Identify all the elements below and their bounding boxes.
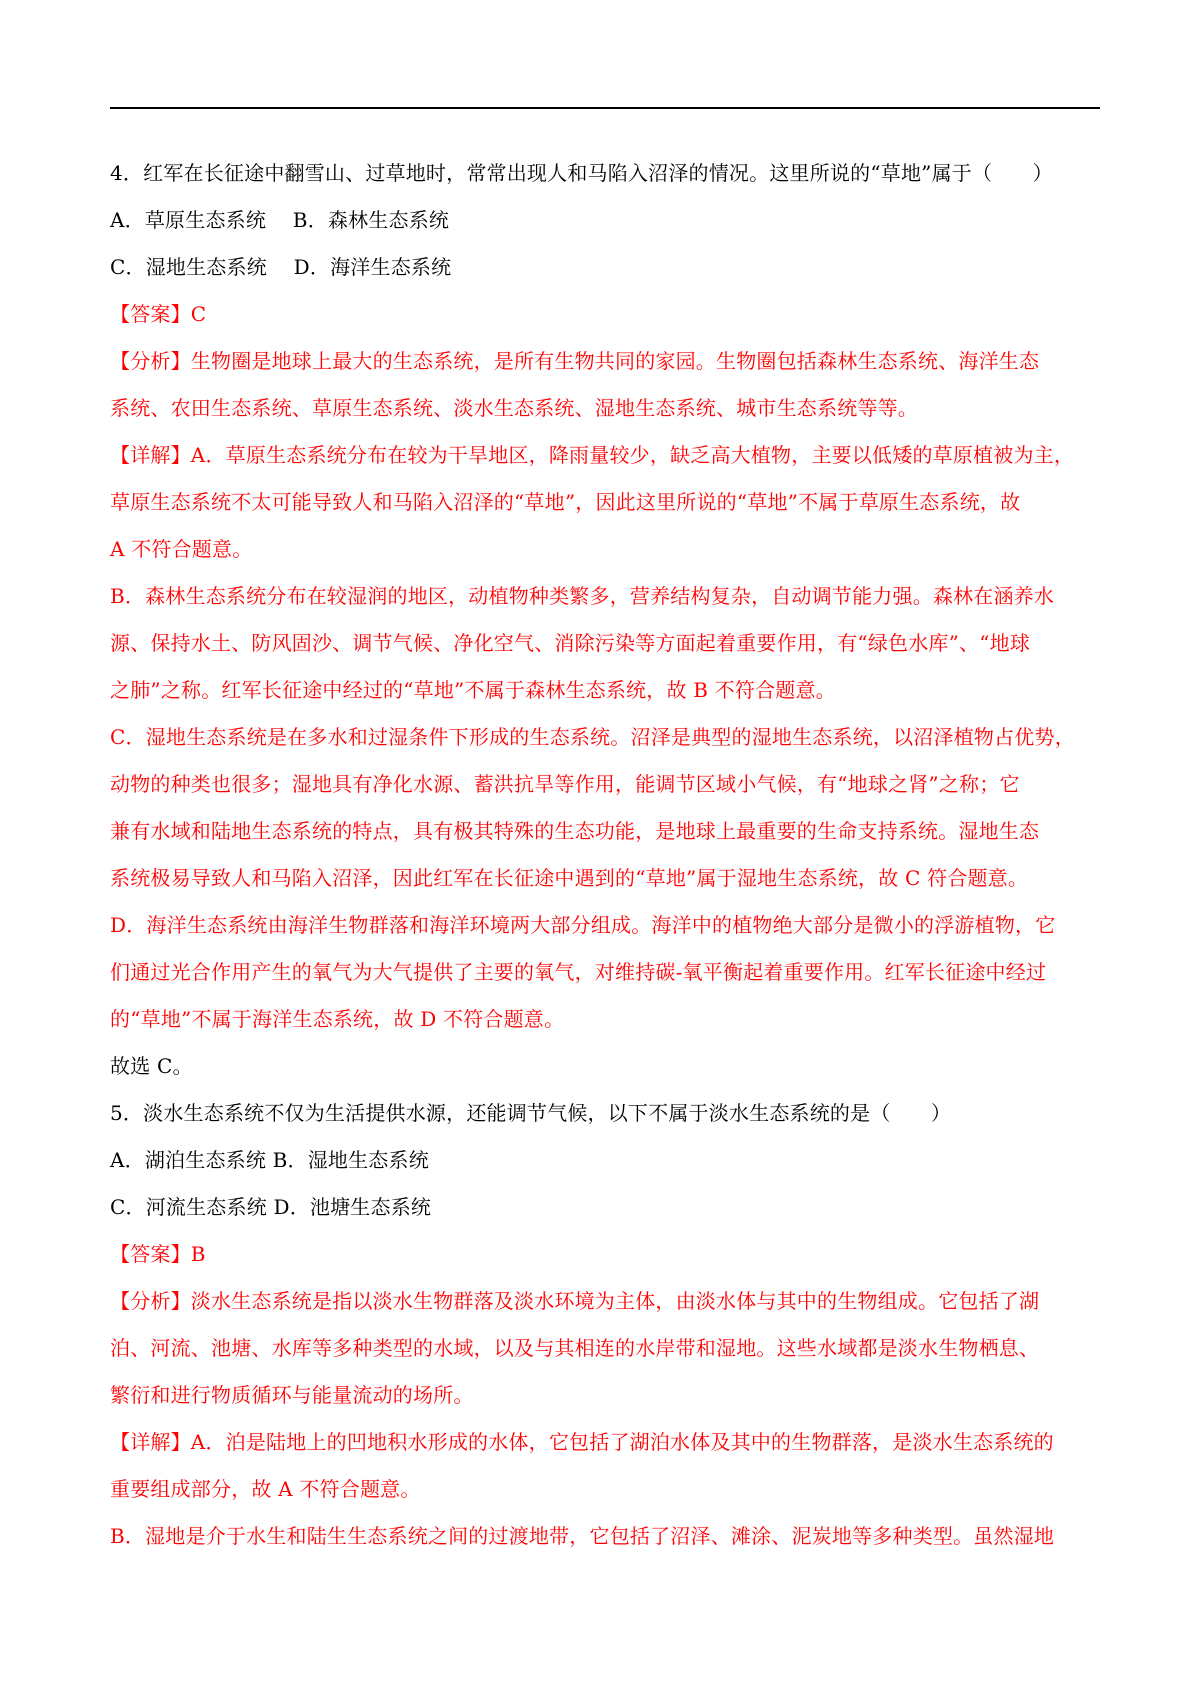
q5-stem: 5．淡水生态系统不仅为生活提供水源，还能调节气候，以下不属于淡水生态系统的是（ ） [110,1101,952,1125]
q4-answer: 【答案】C [110,302,207,326]
q4-detail-line: A 不符合题意。 [110,537,253,561]
q5-analysis-line: 【分析】淡水生态系统是指以淡水生物群落及淡水环境为主体，由淡水体与其中的生物组成。它包括了湖 [110,1289,1040,1313]
q5-options-ab: A．湖泊生态系统 B．湿地生态系统 [110,1148,429,1172]
q4-detail-line: 系统极易导致人和马陷入沼泽，因此红军在长征途中遇到的“草地”属于湿地生态系统，故 C 符合题意。 [110,866,1029,890]
q4-detail-line: 源、保持水土、防风固沙、调节气候、净化空气、消除污染等方面起着重要作用，有“绿色水库”、“地球 [110,631,1031,655]
q5-detail-line: 重要组成部分，故 A 不符合题意。 [110,1477,421,1501]
q4-analysis-line: 系统、农田生态系统、草原生态系统、淡水生态系统、湿地生态系统、城市生态系统等等。 [110,396,918,420]
q4-detail-line: 们通过光合作用产生的氧气为大气提供了主要的氧气，对维持碳-氧平衡起着重要作用。红军长征途中经过 [110,960,1047,984]
q5-options-cd: C．河流生态系统 D．池塘生态系统 [110,1195,432,1219]
q4-detail-line: 草原生态系统不太可能导致人和马陷入沼泽的“草地”，因此这里所说的“草地”不属于草原生态系统，故 [110,490,1021,514]
document-content [110,150,1100,1560]
q4-options-cd: C．湿地生态系统 D．海洋生态系统 [110,255,452,279]
q4-detail-line: 【详解】A．草原生态系统分布在较为干旱地区，降雨量较少，缺乏高大植物，主要以低矮的草原植被为主， [110,443,1075,467]
q4-detail-line: 动物的种类也很多；湿地具有净化水源、蓄洪抗旱等作用，能调节区域小气候，有“地球之肾”之称；它 [110,772,1020,796]
q4-options-ab: A．草原生态系统 B．森林生态系统 [110,208,450,232]
q5-detail-line: 【详解】A．泊是陆地上的凹地积水形成的水体，它包括了湖泊水体及其中的生物群落，是淡水生态系统的 [110,1430,1054,1454]
q4-stem: 4．红军在长征途中翻雪山、过草地时，常常出现人和马陷入沼泽的情况。这里所说的“草地”属于（ ） [110,161,1053,185]
q4-conclusion: 故选 C。 [110,1054,193,1078]
q5-answer: 【答案】B [110,1242,206,1266]
q4-analysis-line: 【分析】生物圈是地球上最大的生态系统，是所有生物共同的家园。生物圈包括森林生态系统、海洋生态 [110,349,1040,373]
q4-detail-line: D．海洋生态系统由海洋生物群落和海洋环境两大部分组成。海洋中的植物绝大部分是微小的浮游植物，它 [110,913,1056,937]
q4-detail-line: 兼有水域和陆地生态系统的特点，具有极其特殊的生态功能，是地球上最重要的生命支持系统。湿地生态 [110,819,1040,843]
header-rule [110,107,1100,109]
q5-analysis-line: 繁衍和进行物质循环与能量流动的场所。 [110,1383,474,1407]
q5-analysis-line: 泊、河流、池塘、水库等多种类型的水域，以及与其相连的水岸带和湿地。这些水域都是淡水生物栖息、 [110,1336,1040,1360]
q5-detail-line: B．湿地是介于水生和陆生生态系统之间的过渡地带，它包括了沼泽、滩涂、泥炭地等多种类型。虽然湿地 [110,1524,1055,1548]
q4-detail-line: 之肺”之称。红军长征途中经过的“草地”不属于森林生态系统，故 B 不符合题意。 [110,678,836,702]
q4-detail-line: B．森林生态系统分布在较湿润的地区，动植物种类繁多，营养结构复杂，自动调节能力强。森林在涵养水 [110,584,1055,608]
q4-detail-line: 的“草地”不属于海洋生态系统，故 D 不符合题意。 [110,1007,565,1031]
q4-detail-line: C．湿地生态系统是在多水和过湿条件下形成的生态系统。沼泽是典型的湿地生态系统，以沼泽植物占优势， [110,725,1075,749]
